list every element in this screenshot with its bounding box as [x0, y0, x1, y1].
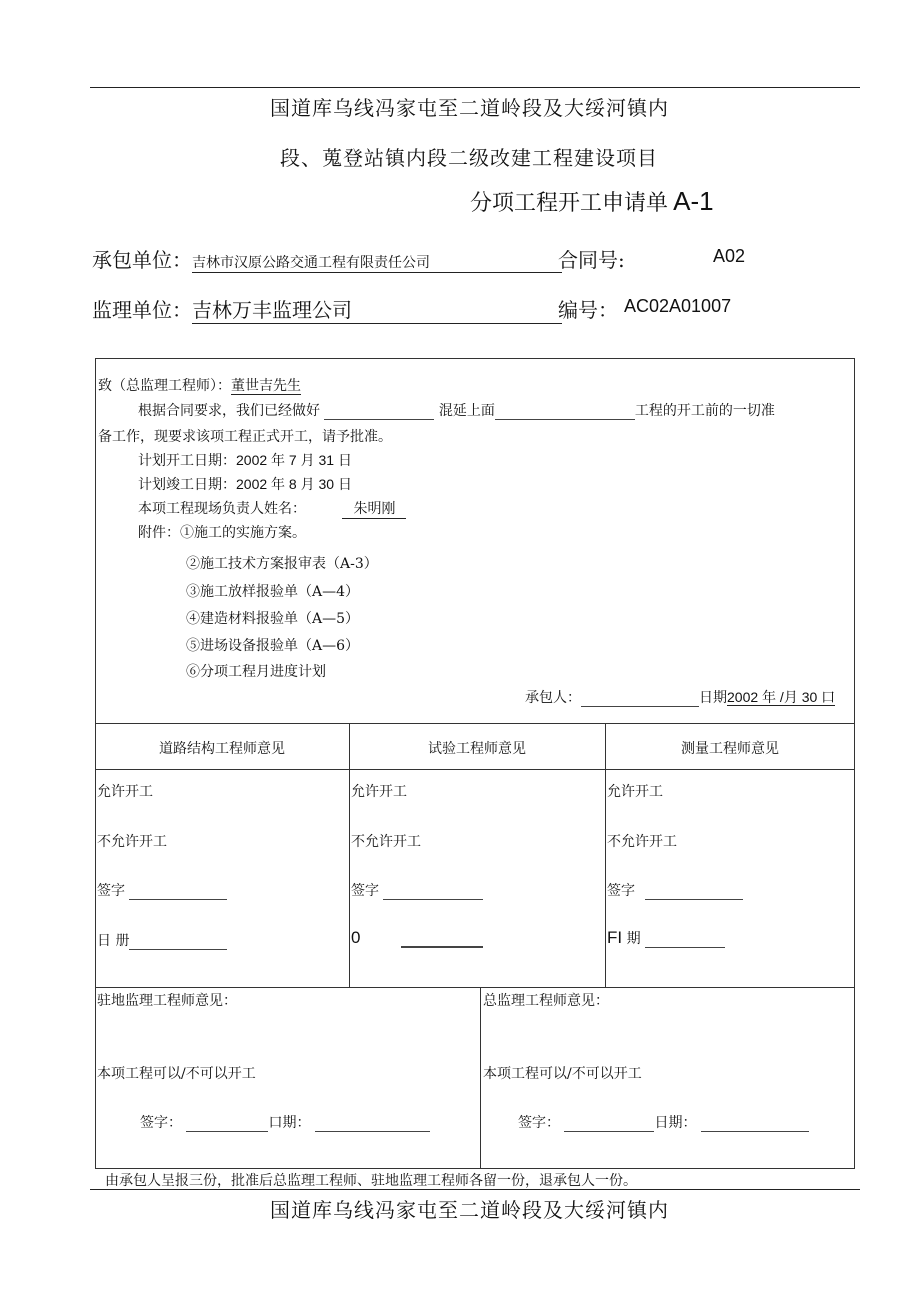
serial-value: AC02A01007	[624, 296, 732, 316]
contract-no-value: A02	[713, 246, 746, 266]
test-date-blank	[401, 946, 483, 948]
form-title	[470, 186, 714, 217]
request-body-item: 混延上面	[438, 403, 495, 419]
site-manager-name: 朱明刚	[342, 498, 406, 519]
request-body-line1	[138, 400, 775, 420]
chief-sign-date	[518, 1112, 809, 1132]
supervisor-label: 监理单位：	[92, 298, 192, 322]
contractor-value: 吉林市汉原公路交通工程有限责任公司	[192, 252, 562, 273]
project-title-line1: 国道库乌线冯家屯至二道岭段及大绥河镇内	[270, 96, 669, 120]
survey-date-prefix: FI	[607, 928, 623, 947]
engineer-col-divider-2	[605, 723, 606, 987]
attachment-label: 附件：	[138, 525, 180, 541]
survey-sign-blank	[645, 899, 743, 900]
planned-start	[138, 450, 352, 470]
planned-end	[138, 474, 352, 494]
resident-date-label: 口期：	[268, 1115, 311, 1131]
road-date-label: 日 册	[97, 933, 130, 949]
survey-allow: 允许开工	[607, 784, 663, 800]
road-disallow: 不允许开工	[97, 834, 167, 850]
blank-prepared	[324, 419, 434, 420]
resident-statement: 本项工程可以/不可以开工	[97, 1066, 256, 1082]
blank-applicant	[581, 706, 699, 707]
addressee-label: 致（总监理工程师）：	[98, 378, 231, 394]
supervisor-value: 吉林万丰监理公司	[192, 294, 562, 324]
form-title-text: 分项工程开工申请单	[470, 191, 669, 216]
addressee-line	[98, 375, 301, 395]
planned-end-date: 2002 年 8 月 30 日	[236, 476, 352, 492]
attachment-3: ③施工放样报验单（A—4）	[186, 584, 360, 600]
road-allow: 允许开工	[97, 784, 153, 800]
engineer-col-divider-1	[349, 723, 350, 987]
site-manager-label: 本项工程现场负责人姓名：	[138, 501, 306, 517]
site-manager	[138, 498, 406, 519]
road-sign-blank	[129, 899, 227, 900]
applicant-line	[525, 687, 835, 707]
survey-sign-label: 签字	[607, 883, 635, 899]
serial-label: 编号：	[558, 298, 618, 322]
project-title-line2: 段、蒐登站镇内段二级改建工程建设项目	[280, 146, 658, 170]
resident-sign-label: 签字：	[140, 1115, 182, 1131]
attachment-6: ⑥分项工程月进度计划	[186, 664, 326, 680]
test-disallow: 不允许开工	[351, 834, 421, 850]
chief-header: 总监理工程师意见：	[483, 993, 609, 1009]
resident-sign-blank	[186, 1131, 268, 1132]
attachment-1	[138, 522, 306, 542]
request-body-line2: 备工作，现要求该项工程正式开工，请予批准。	[98, 429, 392, 445]
chief-sign-label: 签字：	[518, 1115, 560, 1131]
bottom-rule	[90, 1189, 860, 1190]
test-engineer-header: 试验工程师意见	[428, 741, 526, 757]
resident-header: 驻地监理工程师意见：	[97, 993, 237, 1009]
top-rule	[90, 87, 860, 88]
test-date-value: 0	[351, 928, 361, 947]
attachment-5: ⑤进场设备报验单（A—6）	[186, 638, 360, 654]
road-date	[97, 930, 227, 950]
planned-start-date: 2002 年 7 月 31 日	[236, 452, 352, 468]
attachment-2: ②施工技术方案报审表（A-3）	[186, 556, 378, 572]
test-sign-blank	[383, 899, 483, 900]
supervisor-row	[92, 294, 562, 324]
footer-note: 由承包人呈报三份，批准后总监理工程师、驻地监理工程师各留一份，退承包人一份。	[105, 1173, 637, 1189]
road-sign	[97, 880, 227, 900]
applicant-date-value: 2002 年 /月 30 口	[727, 689, 836, 705]
resident-sign-date	[140, 1112, 430, 1132]
request-body-part2: 工程的开工前的一切准	[634, 403, 775, 419]
form-code: A-1	[673, 186, 714, 216]
contractor-label: 承包单位：	[92, 248, 192, 272]
blank-item	[495, 419, 635, 420]
road-engineer-header: 道路结构工程师意见	[159, 741, 285, 757]
planned-end-label: 计划竣工日期：	[138, 477, 236, 493]
survey-engineer-header: 测量工程师意见	[681, 741, 779, 757]
contract-no-label: 合同号:	[558, 248, 625, 272]
request-body-part1: 根据合同要求，我们已经做好	[138, 403, 320, 419]
test-sign-label: 签字	[351, 883, 379, 899]
engineer-header-bottom	[95, 769, 855, 770]
road-date-blank	[129, 949, 227, 950]
chief-date-blank	[701, 1131, 809, 1132]
supervisor-section-top	[95, 987, 855, 988]
attachment-item: ①施工的实施方案。	[180, 525, 306, 541]
test-date	[351, 928, 483, 948]
test-allow: 允许开工	[351, 784, 407, 800]
chief-statement: 本项工程可以/不可以开工	[483, 1066, 642, 1082]
planned-start-label: 计划开工日期：	[138, 453, 236, 469]
engineer-section-top	[95, 723, 855, 724]
attachment-4: ④建造材料报验单（A—5）	[186, 611, 360, 627]
applicant-label: 承包人：	[525, 690, 581, 706]
chief-sign-blank	[564, 1131, 654, 1132]
survey-date-suffix: 期	[626, 931, 641, 947]
addressee-name: 董世吉先生	[231, 378, 301, 394]
repeated-project-title: 国道库乌线冯家屯至二道岭段及大绥河镇内	[270, 1198, 669, 1222]
survey-date	[607, 928, 725, 948]
applicant-date-label: 日期	[699, 690, 727, 706]
test-sign	[351, 880, 483, 900]
resident-date-blank	[315, 1131, 430, 1132]
contractor-row	[92, 244, 562, 273]
road-sign-label: 签字	[97, 883, 125, 899]
survey-disallow: 不允许开工	[607, 834, 677, 850]
chief-date-label: 日期：	[654, 1115, 697, 1131]
survey-date-blank	[645, 947, 725, 948]
survey-sign	[607, 880, 743, 900]
supervisor-col-divider	[480, 987, 481, 1169]
